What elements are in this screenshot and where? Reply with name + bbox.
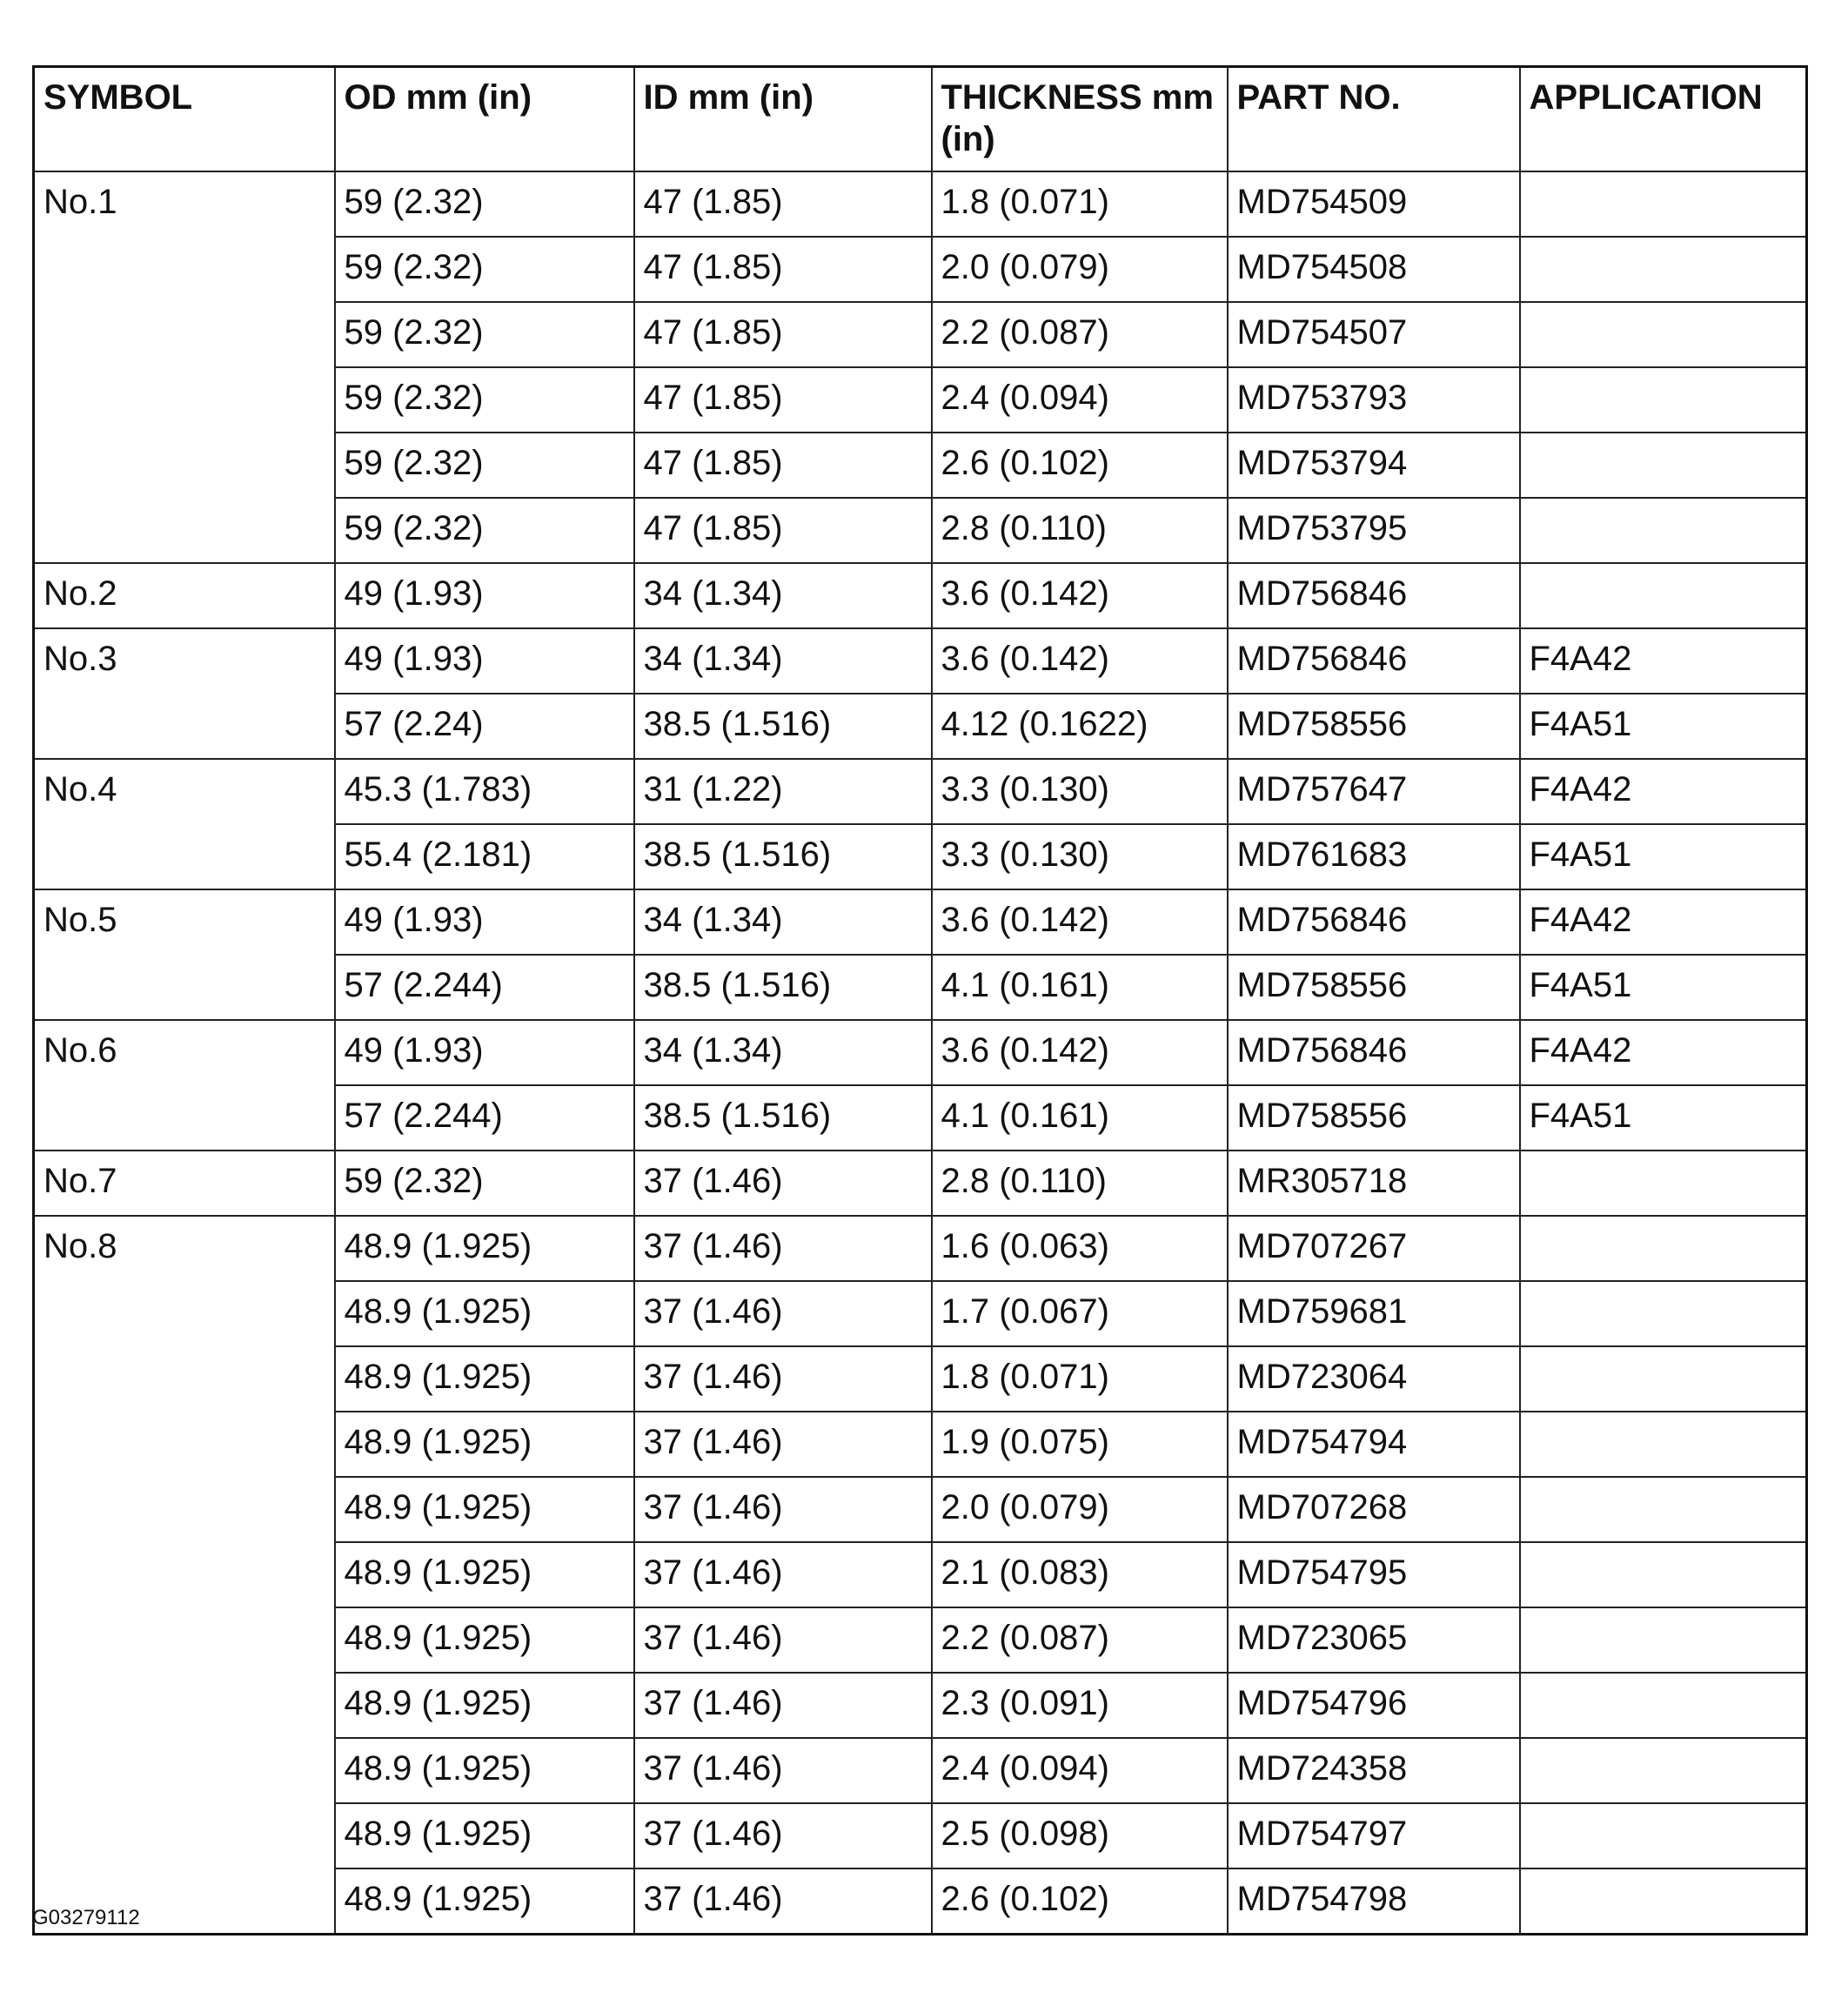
id-cell: 37 (1.46)	[634, 1412, 932, 1477]
table-header	[34, 67, 1807, 172]
part-no-cell: MD754797	[1228, 1803, 1520, 1868]
header-thickness: THICKNESS mm (in)	[932, 67, 1228, 172]
header-id: ID mm (in)	[634, 67, 932, 172]
thickness-cell: 1.9 (0.075)	[932, 1412, 1228, 1477]
application-cell	[1520, 563, 1807, 628]
od-cell: 48.9 (1.925)	[335, 1346, 634, 1412]
symbol-cell: No.7	[34, 1151, 335, 1216]
id-cell: 31 (1.22)	[634, 759, 932, 824]
od-cell: 57 (2.24)	[335, 694, 634, 759]
thickness-cell: 2.6 (0.102)	[932, 433, 1228, 498]
od-cell: 49 (1.93)	[335, 563, 634, 628]
thickness-cell: 2.8 (0.110)	[932, 498, 1228, 563]
id-cell: 34 (1.34)	[634, 628, 932, 694]
id-cell: 38.5 (1.516)	[634, 824, 932, 889]
header-od: OD mm (in)	[335, 67, 634, 172]
application-cell	[1520, 1542, 1807, 1607]
thickness-cell: 2.2 (0.087)	[932, 302, 1228, 367]
application-cell	[1520, 237, 1807, 302]
application-cell: F4A42	[1520, 1020, 1807, 1085]
part-no-cell: MD707267	[1228, 1216, 1520, 1281]
od-cell: 57 (2.244)	[335, 955, 634, 1020]
application-cell	[1520, 1868, 1807, 1935]
spec-table	[32, 65, 1808, 1936]
od-cell: 57 (2.244)	[335, 1085, 634, 1151]
application-cell	[1520, 1803, 1807, 1868]
id-cell: 37 (1.46)	[634, 1868, 932, 1935]
table-row	[34, 628, 1807, 694]
application-cell: F4A42	[1520, 889, 1807, 955]
id-cell: 38.5 (1.516)	[634, 694, 932, 759]
thickness-cell: 3.3 (0.130)	[932, 759, 1228, 824]
od-cell: 49 (1.93)	[335, 628, 634, 694]
od-cell: 48.9 (1.925)	[335, 1477, 634, 1542]
part-no-cell: MD754798	[1228, 1868, 1520, 1935]
part-no-cell: MD723064	[1228, 1346, 1520, 1412]
part-no-cell: MD758556	[1228, 694, 1520, 759]
header-symbol: SYMBOL	[34, 67, 335, 172]
part-no-cell: MD723065	[1228, 1607, 1520, 1673]
application-cell	[1520, 1607, 1807, 1673]
thickness-cell: 1.8 (0.071)	[932, 1346, 1228, 1412]
thickness-cell: 2.2 (0.087)	[932, 1607, 1228, 1673]
thickness-cell: 2.4 (0.094)	[932, 367, 1228, 433]
header-row	[34, 67, 1807, 172]
od-cell: 59 (2.32)	[335, 433, 634, 498]
od-cell: 45.3 (1.783)	[335, 759, 634, 824]
symbol-cell: No.1	[34, 171, 335, 563]
od-cell: 59 (2.32)	[335, 171, 634, 237]
thickness-cell: 2.6 (0.102)	[932, 1868, 1228, 1935]
application-cell	[1520, 171, 1807, 237]
thickness-cell: 2.0 (0.079)	[932, 237, 1228, 302]
thickness-cell: 3.6 (0.142)	[932, 1020, 1228, 1085]
table-row	[34, 1151, 1807, 1216]
thickness-cell: 4.1 (0.161)	[932, 955, 1228, 1020]
application-cell	[1520, 1738, 1807, 1803]
id-cell: 37 (1.46)	[634, 1673, 932, 1738]
application-cell: F4A51	[1520, 824, 1807, 889]
od-cell: 48.9 (1.925)	[335, 1607, 634, 1673]
symbol-cell: No.3	[34, 628, 335, 759]
part-no-cell: MD756846	[1228, 1020, 1520, 1085]
od-cell: 48.9 (1.925)	[335, 1216, 634, 1281]
thickness-cell: 3.3 (0.130)	[932, 824, 1228, 889]
thickness-cell: 2.5 (0.098)	[932, 1803, 1228, 1868]
table-row	[34, 759, 1807, 824]
symbol-cell: No.5	[34, 889, 335, 1020]
table-body	[34, 171, 1807, 1935]
part-no-cell: MD754508	[1228, 237, 1520, 302]
symbol-cell: No.6	[34, 1020, 335, 1151]
od-cell: 59 (2.32)	[335, 1151, 634, 1216]
part-no-cell: MD753795	[1228, 498, 1520, 563]
table-row	[34, 1020, 1807, 1085]
part-no-cell: MD757647	[1228, 759, 1520, 824]
thickness-cell: 2.1 (0.083)	[932, 1542, 1228, 1607]
od-cell: 48.9 (1.925)	[335, 1673, 634, 1738]
od-cell: 48.9 (1.925)	[335, 1738, 634, 1803]
figure-id: G03279112	[32, 1906, 140, 1929]
part-no-cell: MD754794	[1228, 1412, 1520, 1477]
part-no-cell: MR305718	[1228, 1151, 1520, 1216]
thickness-cell: 2.0 (0.079)	[932, 1477, 1228, 1542]
thickness-cell: 2.4 (0.094)	[932, 1738, 1228, 1803]
od-cell: 48.9 (1.925)	[335, 1868, 634, 1935]
id-cell: 37 (1.46)	[634, 1151, 932, 1216]
thickness-cell: 1.6 (0.063)	[932, 1216, 1228, 1281]
table-row	[34, 1216, 1807, 1281]
application-cell	[1520, 1151, 1807, 1216]
id-cell: 34 (1.34)	[634, 1020, 932, 1085]
part-no-cell: MD759681	[1228, 1281, 1520, 1346]
part-no-cell: MD756846	[1228, 889, 1520, 955]
od-cell: 49 (1.93)	[335, 889, 634, 955]
od-cell: 59 (2.32)	[335, 237, 634, 302]
id-cell: 37 (1.46)	[634, 1281, 932, 1346]
application-cell	[1520, 498, 1807, 563]
application-cell: F4A51	[1520, 694, 1807, 759]
part-no-cell: MD754507	[1228, 302, 1520, 367]
id-cell: 47 (1.85)	[634, 302, 932, 367]
od-cell: 59 (2.32)	[335, 302, 634, 367]
application-cell	[1520, 1216, 1807, 1281]
application-cell	[1520, 433, 1807, 498]
application-cell	[1520, 1412, 1807, 1477]
id-cell: 37 (1.46)	[634, 1477, 932, 1542]
id-cell: 34 (1.34)	[634, 889, 932, 955]
table-row	[34, 563, 1807, 628]
thickness-cell: 4.1 (0.161)	[932, 1085, 1228, 1151]
part-no-cell: MD758556	[1228, 955, 1520, 1020]
thickness-cell: 2.3 (0.091)	[932, 1673, 1228, 1738]
od-cell: 49 (1.93)	[335, 1020, 634, 1085]
part-no-cell: MD753794	[1228, 433, 1520, 498]
id-cell: 37 (1.46)	[634, 1542, 932, 1607]
application-cell: F4A51	[1520, 1085, 1807, 1151]
application-cell: F4A42	[1520, 628, 1807, 694]
header-part-no: PART NO.	[1228, 67, 1520, 172]
od-cell: 59 (2.32)	[335, 498, 634, 563]
part-no-cell: MD754795	[1228, 1542, 1520, 1607]
thickness-cell: 3.6 (0.142)	[932, 628, 1228, 694]
header-application: APPLICATION	[1520, 67, 1807, 172]
thickness-cell: 1.7 (0.067)	[932, 1281, 1228, 1346]
od-cell: 48.9 (1.925)	[335, 1803, 634, 1868]
symbol-cell: No.8	[34, 1216, 335, 1935]
id-cell: 47 (1.85)	[634, 433, 932, 498]
thickness-cell: 3.6 (0.142)	[932, 563, 1228, 628]
thickness-cell: 2.8 (0.110)	[932, 1151, 1228, 1216]
application-cell: F4A51	[1520, 955, 1807, 1020]
application-cell: F4A42	[1520, 759, 1807, 824]
id-cell: 37 (1.46)	[634, 1346, 932, 1412]
id-cell: 38.5 (1.516)	[634, 955, 932, 1020]
application-cell	[1520, 302, 1807, 367]
id-cell: 38.5 (1.516)	[634, 1085, 932, 1151]
id-cell: 47 (1.85)	[634, 367, 932, 433]
symbol-cell: No.2	[34, 563, 335, 628]
part-no-cell: MD754796	[1228, 1673, 1520, 1738]
thickness-cell: 4.12 (0.1622)	[932, 694, 1228, 759]
id-cell: 47 (1.85)	[634, 498, 932, 563]
od-cell: 59 (2.32)	[335, 367, 634, 433]
id-cell: 37 (1.46)	[634, 1738, 932, 1803]
part-no-cell: MD724358	[1228, 1738, 1520, 1803]
part-no-cell: MD707268	[1228, 1477, 1520, 1542]
part-no-cell: MD756846	[1228, 628, 1520, 694]
od-cell: 55.4 (2.181)	[335, 824, 634, 889]
application-cell	[1520, 1477, 1807, 1542]
application-cell	[1520, 1346, 1807, 1412]
id-cell: 37 (1.46)	[634, 1803, 932, 1868]
thickness-cell: 3.6 (0.142)	[932, 889, 1228, 955]
id-cell: 47 (1.85)	[634, 237, 932, 302]
part-no-cell: MD756846	[1228, 563, 1520, 628]
od-cell: 48.9 (1.925)	[335, 1281, 634, 1346]
part-no-cell: MD761683	[1228, 824, 1520, 889]
od-cell: 48.9 (1.925)	[335, 1542, 634, 1607]
application-cell	[1520, 1673, 1807, 1738]
id-cell: 37 (1.46)	[634, 1216, 932, 1281]
application-cell	[1520, 367, 1807, 433]
part-no-cell: MD758556	[1228, 1085, 1520, 1151]
part-no-cell: MD754509	[1228, 171, 1520, 237]
part-no-cell: MD753793	[1228, 367, 1520, 433]
id-cell: 47 (1.85)	[634, 171, 932, 237]
od-cell: 48.9 (1.925)	[335, 1412, 634, 1477]
id-cell: 34 (1.34)	[634, 563, 932, 628]
symbol-cell: No.4	[34, 759, 335, 889]
thickness-cell: 1.8 (0.071)	[932, 171, 1228, 237]
id-cell: 37 (1.46)	[634, 1607, 932, 1673]
table-row	[34, 889, 1807, 955]
application-cell	[1520, 1281, 1807, 1346]
table-row	[34, 171, 1807, 237]
